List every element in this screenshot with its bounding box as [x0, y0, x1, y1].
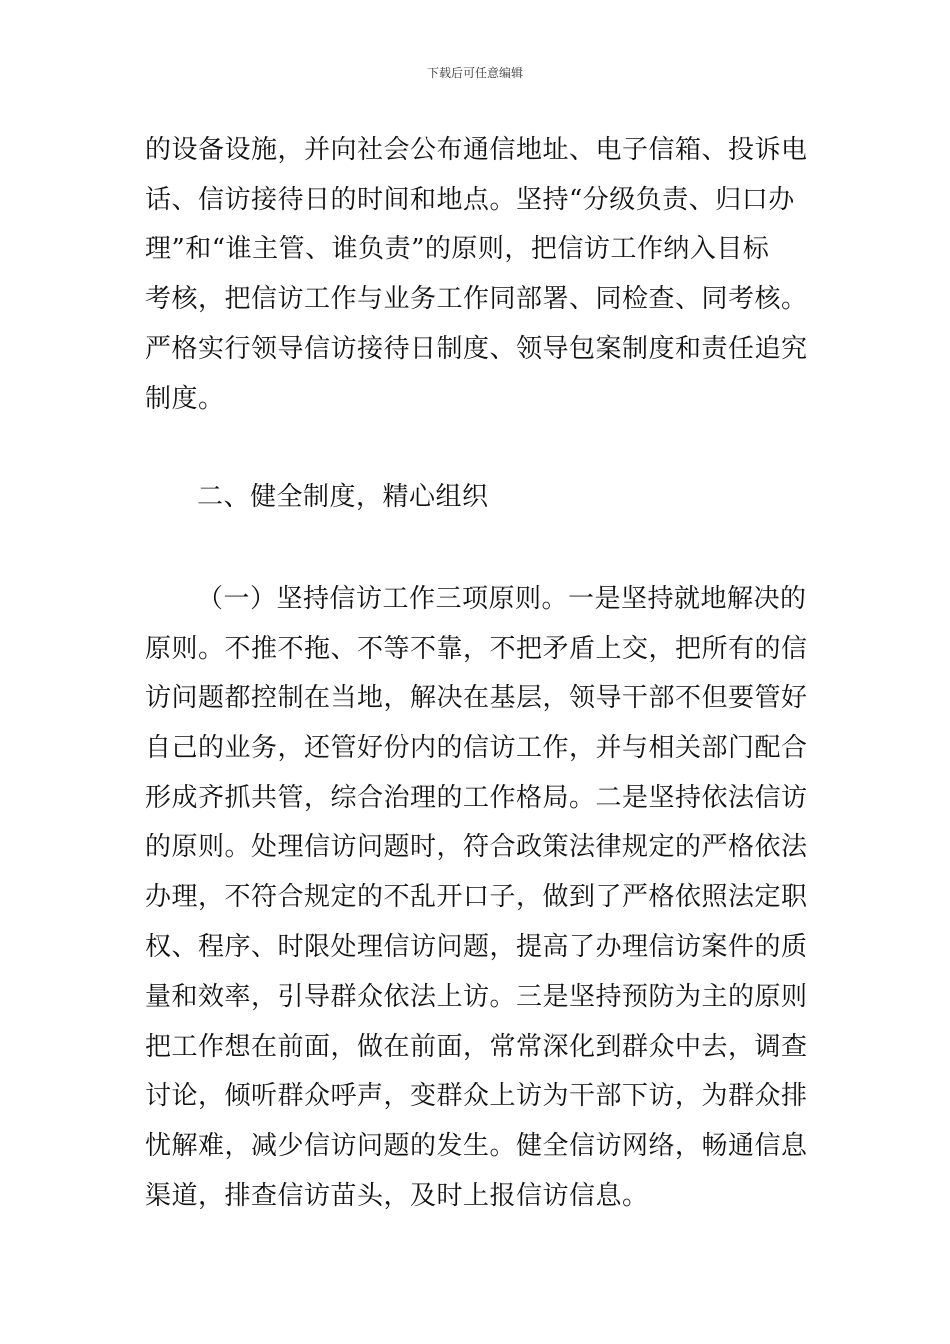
page-header: 下载后可任意编辑	[426, 66, 523, 80]
text-line: 量和效率，引导群众依法上访。三是坚持预防为主的原则	[145, 982, 808, 1012]
text-line: 严格实行领导信访接待日制度、领导包案制度和责任追究	[145, 334, 808, 364]
text-line: 考核，把信访工作与业务工作同部署、同检查、同考核。	[145, 284, 808, 314]
text-line: 制度。	[145, 384, 225, 414]
text-line: 理”和“谁主管、谁负责”的原则，把信访工作纳入目标	[145, 234, 770, 264]
section-heading: 二、健全制度，精心组织	[197, 482, 489, 512]
text-line: 办理，不符合规定的不乱开口子，做到了严格依照法定职	[145, 882, 808, 912]
text-line: 原则。不推不拖、不等不靠，不把矛盾上交，把所有的信	[145, 634, 808, 664]
text-line: 形成齐抓共管，综合治理的工作格局。二是坚持依法信访	[145, 783, 808, 813]
text-line: （一）坚持信访工作三项原则。一是坚持就地解决的	[197, 584, 807, 614]
text-line: 把工作想在前面，做在前面，常常深化到群众中去，调查	[145, 1032, 808, 1062]
text-line: 讨论，倾听群众呼声，变群众上访为干部下访，为群众排	[145, 1081, 808, 1111]
text-line: 渠道，排查信访苗头，及时上报信访信息。	[145, 1181, 649, 1211]
text-line: 忧解难，减少信访问题的发生。健全信访网络，畅通信息	[145, 1131, 808, 1161]
text-line: 的原则。处理信访问题时，符合政策法律规定的严格依法	[145, 832, 808, 862]
text-line: 权、程序、时限处理信访问题，提高了办理信访案件的质	[145, 932, 808, 962]
text-line: 的设备设施，并向社会公布通信地址、电子信箱、投诉电	[145, 135, 808, 165]
text-line: 访问题都控制在当地，解决在基层，领导干部不但要管好	[145, 683, 808, 713]
text-line: 自己的业务，还管好份内的信访工作，并与相关部门配合	[145, 733, 808, 763]
text-line: 话、信访接待日的时间和地点。坚持“分级负责、归口办	[145, 185, 795, 215]
